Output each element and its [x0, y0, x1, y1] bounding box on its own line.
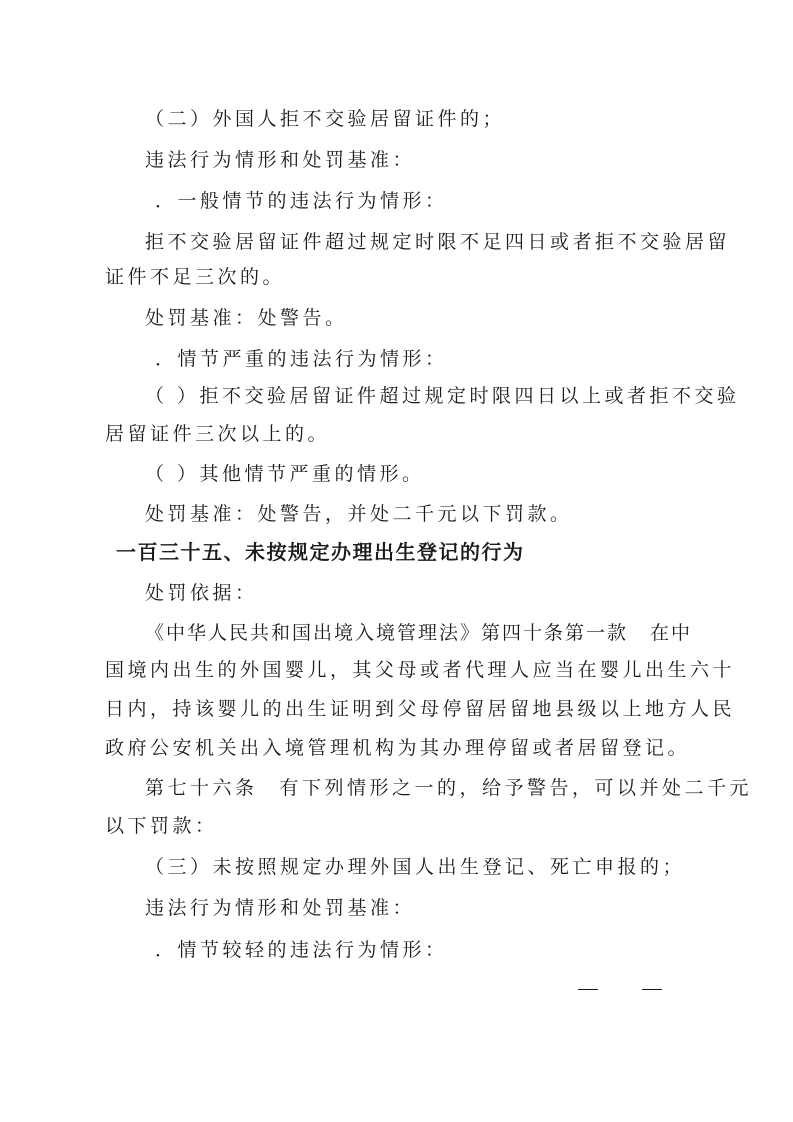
subsection-label: ．一般情节的违法行为情形：	[155, 190, 448, 212]
penalty-standard: 处罚基准：处警告，并处二千元以下罚款。	[145, 503, 573, 525]
clause-3-text: （三）未按照规定办理外国人出生登记、死亡申报的；	[145, 856, 686, 878]
article-text: 有下列情形之一的，给予警告，可以并处二千元	[279, 777, 753, 799]
paragraph-line: 政府公安机关出入境管理机构为其办理停留或者居留登记。	[105, 737, 691, 759]
subsection-label: ．情节较轻的违法行为情形：	[155, 939, 448, 961]
article-76	[145, 775, 753, 801]
paragraph-line: 以下罚款：	[105, 815, 218, 837]
clause-2-text: （二）外国人拒不交验居留证件的；	[145, 108, 506, 130]
penalty-standard: 处罚基准：处警告。	[145, 307, 348, 329]
law-citation	[145, 620, 705, 646]
law-citation-text: 在中	[650, 622, 693, 644]
paragraph-line: （ ）拒不交验居留证件超过规定时限四日以上或者拒不交验	[145, 385, 740, 407]
footer-dash-right	[642, 989, 662, 990]
basis-label: 处罚依据：	[145, 582, 258, 604]
paragraph-line: 国境内出生的外国婴儿，其父母或者代理人应当在婴儿出生六十	[105, 659, 736, 681]
law-citation-title: 《中华人民共和国出境入境管理法》第四十条第一款	[145, 622, 629, 644]
subsection-label: ．情节严重的违法行为情形：	[155, 348, 448, 370]
item-heading: 一百三十五、未按规定办理出生登记的行为	[116, 540, 525, 564]
paragraph-line: 拒不交验居留证件超过规定时限不足四日或者拒不交验居留	[145, 231, 731, 253]
article-number: 第七十六条	[145, 777, 258, 799]
paragraph-line: 日内，持该婴儿的出生证明到父母停留居留地县级以上地方人民	[105, 698, 736, 720]
paragraph-line: 证件不足三次的。	[105, 266, 286, 288]
page-number-footer	[578, 975, 662, 1001]
section-label: 违法行为情形和处罚基准：	[145, 149, 416, 171]
section-label: 违法行为情形和处罚基准：	[145, 897, 416, 919]
footer-dash-left	[578, 989, 598, 990]
paragraph-line: 居留证件三次以上的。	[105, 423, 331, 445]
paragraph-line: （ ）其他情节严重的情形。	[145, 463, 425, 485]
